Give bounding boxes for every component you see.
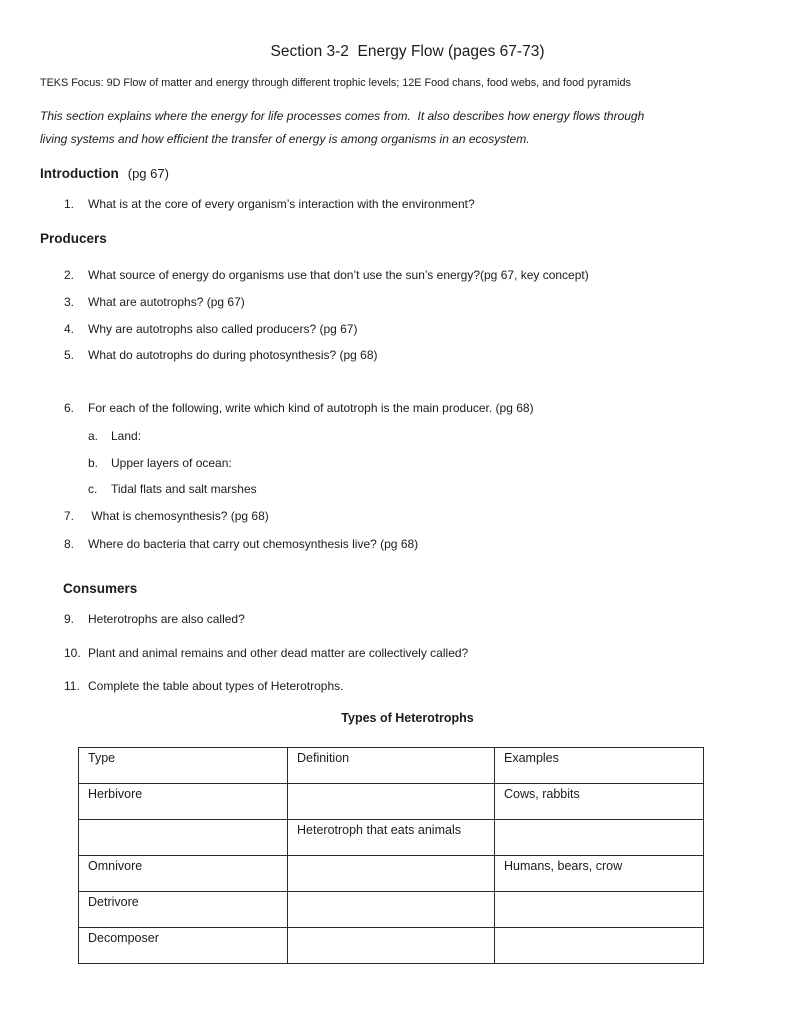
question-text: Complete the table about types of Heterotrophs.	[88, 679, 344, 693]
question-6a	[88, 429, 141, 443]
producers-heading: Producers	[40, 231, 107, 246]
table-header-row	[79, 748, 704, 784]
column-header-definition: Definition	[288, 748, 495, 784]
question-text: What is chemosynthesis? (pg 68)	[88, 509, 269, 523]
heterotrophs-table	[78, 747, 704, 964]
question-1	[64, 197, 475, 211]
section-summary-line-1: This section explains where the energy for life processes comes from. It also describes how energy flows through	[40, 109, 645, 123]
column-header-type: Type	[79, 748, 288, 784]
table-row-decomposer	[79, 928, 704, 964]
question-3	[64, 295, 245, 309]
question-text: For each of the following, write which kind of autotroph is the main producer. (pg 68)	[88, 401, 534, 415]
table-cell-examples: Humans, bears, crow	[495, 856, 704, 892]
question-number: 1.	[64, 197, 75, 211]
question-text: What source of energy do organisms use that don’t use the sun’s energy?(pg 67, key concept)	[88, 268, 589, 282]
subitem-letter: c.	[88, 482, 98, 496]
question-number: 11.	[64, 679, 80, 693]
introduction-heading	[40, 166, 169, 181]
table-cell-examples	[495, 928, 704, 964]
teks-focus-line: TEKS Focus: 9D Flow of matter and energy through different trophic levels; 12E Food chans, food webs, and food pyramids	[40, 77, 631, 89]
question-10	[64, 646, 468, 660]
table-cell-definition	[288, 856, 495, 892]
question-text: Plant and animal remains and other dead matter are collectively called?	[88, 646, 469, 660]
subitem-text: Land:	[111, 429, 142, 443]
question-number: 8.	[64, 537, 75, 551]
table-row-herbivore	[79, 784, 704, 820]
table-cell-type: Detrivore	[79, 892, 288, 928]
table-cell-definition	[288, 928, 495, 964]
table-cell-type: Herbivore	[79, 784, 288, 820]
question-4	[64, 322, 357, 336]
question-5	[64, 348, 378, 362]
question-number: 7.	[64, 509, 75, 523]
question-number: 4.	[64, 322, 75, 336]
question-text: Where do bacteria that carry out chemosynthesis live? (pg 68)	[88, 537, 419, 551]
question-text: What are autotrophs? (pg 67)	[88, 295, 245, 309]
question-6	[64, 401, 534, 415]
subitem-letter: b.	[88, 456, 99, 470]
question-11	[64, 679, 344, 693]
table-row-omnivore	[79, 856, 704, 892]
table-caption: Types of Heterotrophs	[341, 711, 474, 725]
subitem-letter: a.	[88, 429, 99, 443]
table-cell-definition	[288, 784, 495, 820]
question-2	[64, 268, 589, 282]
question-number: 9.	[64, 612, 75, 626]
table-cell-definition: Heterotroph that eats animals	[288, 820, 495, 856]
subitem-text: Upper layers of ocean:	[111, 456, 232, 470]
table-cell-type: Decomposer	[79, 928, 288, 964]
question-number: 3.	[64, 295, 75, 309]
subitem-text: Tidal flats and salt marshes	[111, 482, 257, 496]
table-row-carnivore-blank	[79, 820, 704, 856]
question-6b	[88, 456, 232, 470]
question-6c	[88, 482, 257, 496]
introduction-page-ref: (pg 67)	[127, 166, 169, 181]
table-cell-type: Omnivore	[79, 856, 288, 892]
question-number: 10.	[64, 646, 81, 660]
question-number: 2.	[64, 268, 75, 282]
table-row-detrivore	[79, 892, 704, 928]
introduction-heading-label: Introduction	[40, 166, 119, 181]
question-text: Why are autotrophs also called producers? (pg 67)	[88, 322, 358, 336]
column-header-examples: Examples	[495, 748, 704, 784]
document-title: Section 3-2 Energy Flow (pages 67-73)	[270, 43, 545, 60]
question-text: Heterotrophs are also called?	[88, 612, 245, 626]
section-summary-line-2: living systems and how efficient the transfer of energy is among organisms in an ecosystem.	[40, 132, 530, 146]
table-cell-examples	[495, 820, 704, 856]
question-text: What do autotrophs do during photosynthesis? (pg 68)	[88, 348, 378, 362]
question-8	[64, 537, 418, 551]
table-cell-definition	[288, 892, 495, 928]
table-cell-examples: Cows, rabbits	[495, 784, 704, 820]
question-7	[64, 509, 269, 523]
question-9	[64, 612, 245, 626]
table-cell-type	[79, 820, 288, 856]
question-text: What is at the core of every organism’s interaction with the environment?	[88, 197, 475, 211]
consumers-heading: Consumers	[63, 581, 138, 596]
question-number: 5.	[64, 348, 75, 362]
question-number: 6.	[64, 401, 75, 415]
table-cell-examples	[495, 892, 704, 928]
